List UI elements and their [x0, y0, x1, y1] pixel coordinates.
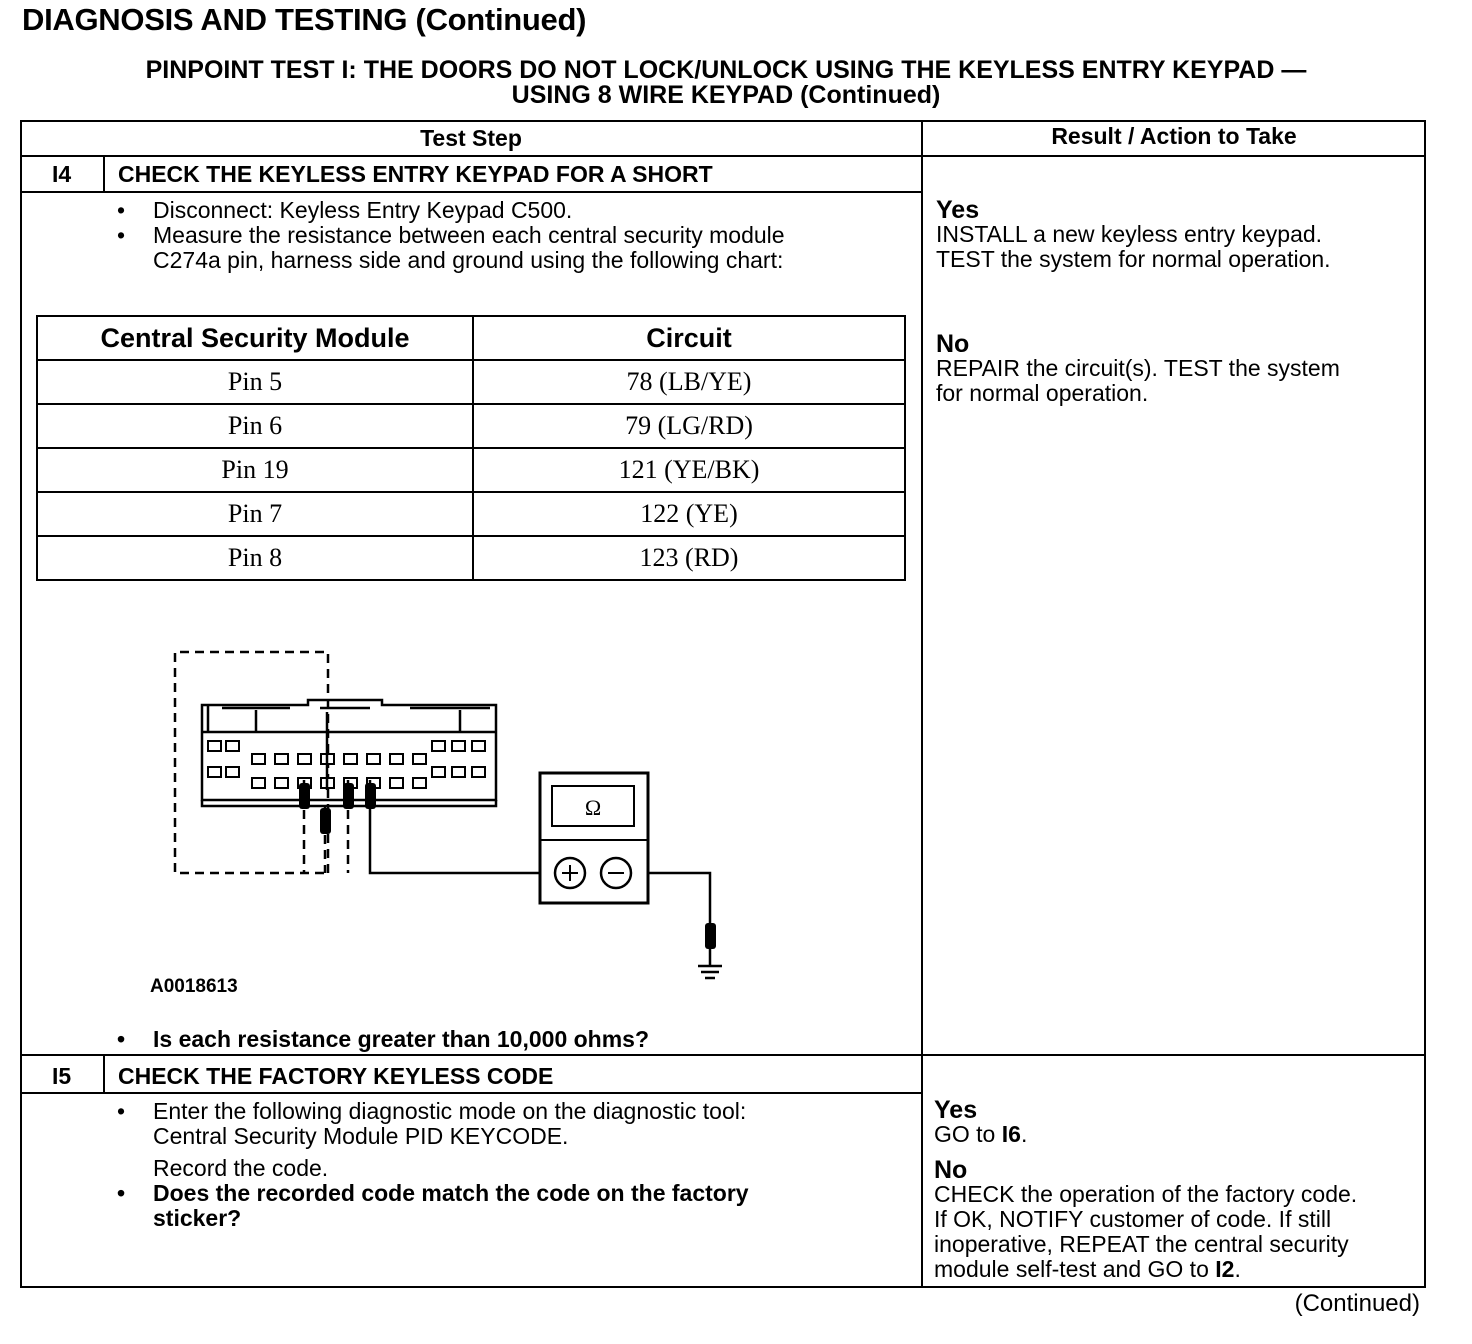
step-i5-no-label: No	[934, 1156, 968, 1184]
step-i5-yes-label: Yes	[934, 1096, 978, 1124]
step-i4-bullet-1: • Disconnect: Keyless Entry Keypad C500.	[117, 197, 573, 223]
step-i4-yes-line1: INSTALL a new keyless entry keypad.	[936, 221, 1323, 247]
pin-circuit-table	[36, 315, 906, 581]
step-i5-yes-text: GO to I6.	[934, 1121, 1028, 1147]
step-i5-no-ref[interactable]: I2	[1215, 1256, 1235, 1282]
ohm-icon: Ω	[584, 795, 602, 820]
step-i5-yes-ref[interactable]: I6	[1001, 1121, 1021, 1147]
step-i4-yes-line2: TEST the system for normal operation.	[936, 246, 1331, 272]
continued-label: (Continued)	[1294, 1290, 1420, 1317]
step-i4-no-line1: REPAIR the circuit(s). TEST the system	[936, 355, 1340, 381]
table-row	[37, 536, 905, 580]
step-i5-bullet-1: • Enter the following diagnostic mode on the diagnostic tool:	[117, 1098, 747, 1124]
pin-cell: Pin 6	[37, 404, 473, 448]
table-row	[37, 448, 905, 492]
ohmmeter	[540, 773, 648, 903]
page-title: DIAGNOSIS AND TESTING (Continued)	[22, 2, 587, 37]
probe-tips	[299, 783, 716, 949]
table-row	[37, 360, 905, 404]
pinpoint-title-line2: USING 8 WIRE KEYPAD (Continued)	[511, 81, 941, 109]
table-header-row	[37, 316, 905, 360]
step-i5-no-line1: CHECK the operation of the factory code.	[934, 1181, 1358, 1207]
pin-cell: Pin 19	[37, 448, 473, 492]
step-i5-no-line4: module self-test and GO to I2.	[934, 1256, 1241, 1282]
step-i5-title: CHECK THE FACTORY KEYLESS CODE	[118, 1063, 554, 1089]
step-i5-no-line2: If OK, NOTIFY customer of code. If still	[934, 1206, 1332, 1232]
step-i4-bullet-2-cont: C274a pin, harness side and ground using the following chart:	[153, 247, 784, 273]
column-header-test-step: Test Step	[420, 125, 522, 151]
circuit-cell: 122 (YE)	[473, 492, 905, 536]
step-i5-no-line3: inoperative, REPEAT the central security	[934, 1231, 1349, 1257]
figure-id: A0018613	[150, 976, 238, 997]
step-i5-number: I5	[52, 1063, 72, 1089]
pin-table-header-module: Central Security Module	[37, 316, 473, 360]
step-i5-bullet-1-cont: Central Security Module PID KEYCODE.	[153, 1123, 569, 1149]
pin-cavities	[208, 741, 485, 788]
circuit-cell: 123 (RD)	[473, 536, 905, 580]
pin-cell: Pin 8	[37, 536, 473, 580]
step-i4-title: CHECK THE KEYLESS ENTRY KEYPAD FOR A SHORT	[118, 161, 713, 187]
circuit-cell: 78 (LB/YE)	[473, 360, 905, 404]
table-row	[37, 492, 905, 536]
step-i4-number: I4	[52, 161, 72, 187]
circuit-cell: 121 (YE/BK)	[473, 448, 905, 492]
step-i4-no-label: No	[936, 330, 970, 358]
step-i5-question-cont: sticker?	[153, 1205, 242, 1231]
table-row	[37, 404, 905, 448]
step-i4-no-line2: for normal operation.	[936, 380, 1149, 406]
column-header-result: Result / Action to Take	[1051, 123, 1297, 149]
pinpoint-title-line1: PINPOINT TEST I: THE DOORS DO NOT LOCK/UNLOCK USING THE KEYLESS ENTRY KEYPAD —	[145, 56, 1307, 84]
pin-cell: Pin 5	[37, 360, 473, 404]
pin-cell: Pin 7	[37, 492, 473, 536]
circuit-cell: 79 (LG/RD)	[473, 404, 905, 448]
ground-icon	[698, 948, 722, 978]
step-i4-yes-label: Yes	[936, 196, 980, 224]
step-i4-bullet-2: • Measure the resistance between each central security module	[117, 222, 785, 248]
step-i5-record: Record the code.	[153, 1155, 329, 1181]
step-i4-question: • Is each resistance greater than 10,000 ohms?	[117, 1026, 650, 1052]
connector-ohmmeter-diagram	[160, 640, 760, 980]
step-i5-question: • Does the recorded code match the code on the factory	[117, 1180, 749, 1206]
pin-table-header-circuit: Circuit	[473, 316, 905, 360]
